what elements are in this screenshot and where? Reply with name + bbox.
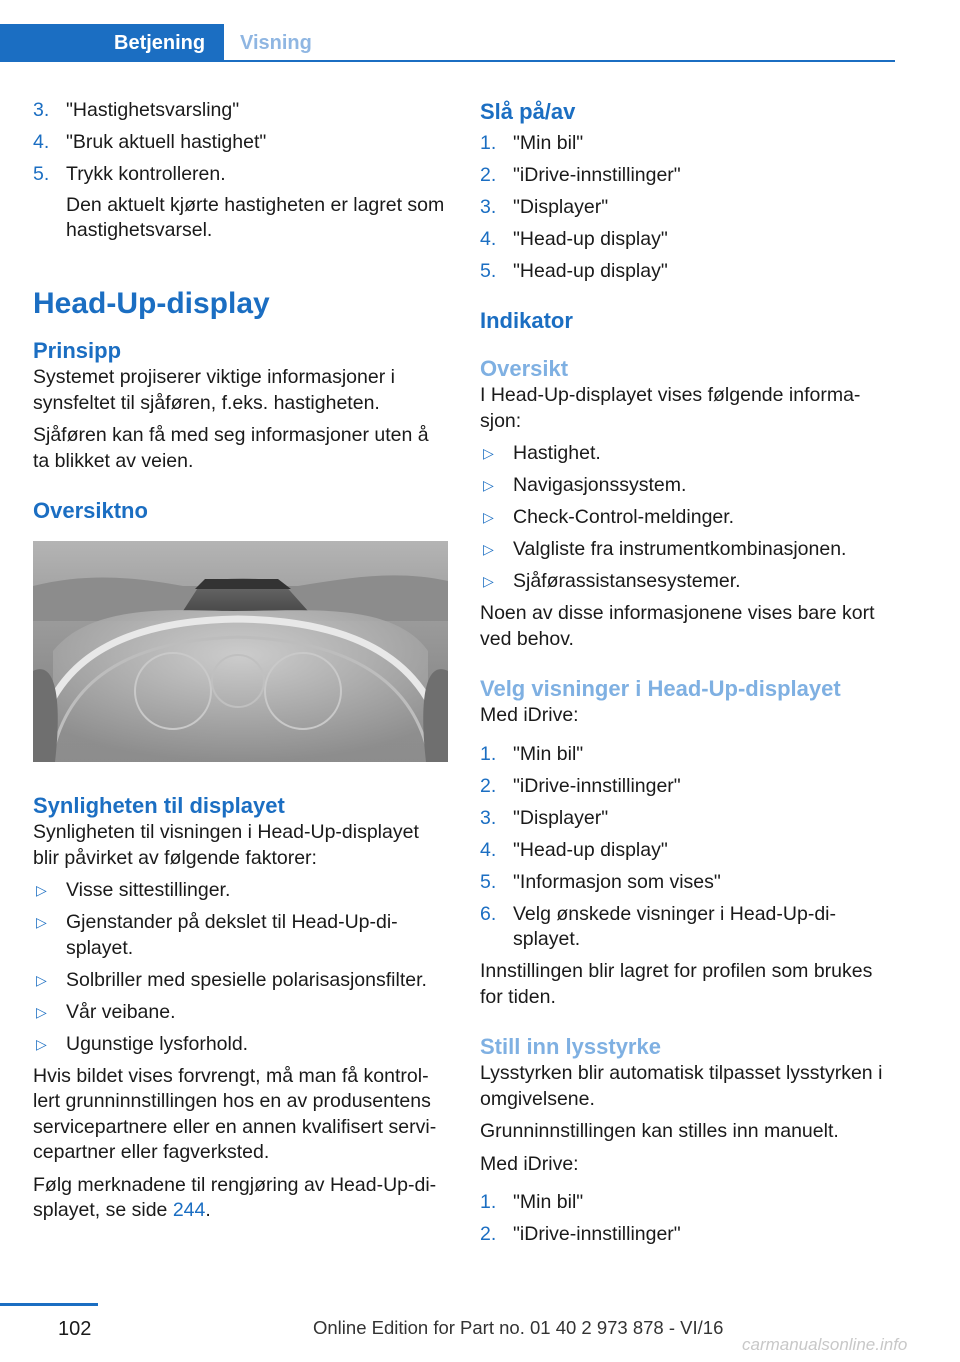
step-number: 5.: [33, 163, 50, 185]
list-item: [480, 806, 890, 832]
cleaning-text: Følg merknadene til rengjøring av Head-Up-displayet, se side: [33, 1173, 437, 1221]
bullet-marker: ▷: [483, 509, 494, 525]
bullet-marker: ▷: [36, 882, 47, 898]
step-text: "Displayer": [513, 196, 609, 218]
left-column: [33, 98, 449, 1231]
factor-text: Ugunstige lysforhold.: [66, 1032, 249, 1055]
step-number: 2.: [480, 1223, 497, 1245]
list-item: [480, 505, 890, 531]
visibility-factors-list: [33, 878, 449, 1057]
step-text: "Bruk aktuell hastighet": [66, 131, 267, 153]
list-item: [480, 902, 890, 953]
bullet-marker: ▷: [36, 1035, 47, 1052]
list-item: [480, 131, 890, 157]
info-paragraph: Noen av disse informasjonene vises bare kort ved behov.: [480, 602, 875, 650]
cleaning-text-end: .: [205, 1199, 211, 1221]
factor-text: Vår veibane.: [66, 1000, 176, 1023]
tab-betjening[interactable]: Betjening: [0, 24, 224, 60]
step-number: 4.: [33, 131, 50, 153]
info-text: Sjåførassistansesystemer.: [513, 570, 741, 592]
on-off-heading: Slå på/av: [480, 99, 576, 124]
step-text: "Informasjon som vises": [513, 870, 721, 893]
step-number: 1.: [480, 132, 497, 154]
page-reference-link[interactable]: 244: [172, 1199, 206, 1221]
step-text: "iDrive-innstillinger": [513, 1223, 681, 1245]
list-item: [33, 968, 449, 994]
step-text: "Head-up display": [513, 228, 668, 250]
page-number: 102: [58, 1318, 92, 1340]
list-item: [480, 1190, 890, 1216]
list-item: [480, 195, 890, 221]
footer-rule: [0, 1303, 98, 1306]
step-text: "Min bil": [513, 132, 584, 154]
info-text: Check-Control-meldinger.: [513, 506, 735, 528]
info-text: Valgliste fra instrumentkombinasjonen.: [513, 538, 847, 560]
list-item: [480, 1222, 890, 1248]
list-item: [33, 910, 449, 961]
bullet-marker: ▷: [483, 573, 494, 589]
principle-heading: Prinsipp: [33, 338, 122, 363]
overview-subheading: Oversikt: [480, 356, 569, 381]
step-number: 2.: [480, 774, 497, 797]
list-item: [480, 838, 890, 864]
step-number: 2.: [480, 164, 497, 186]
list-item: [33, 130, 449, 156]
brightness-heading: Still inn lysstyrke: [480, 1034, 661, 1059]
step-subtext: Den aktuelt kjørte hastigheten er lagret som hastighetsvarsel.: [66, 193, 445, 241]
distorted-image-paragraph: Hvis bildet vises forvrengt, må man få kontrollert grunninnstillingen hos en av produsentens servicepartnere eller en annen kvalifisert servicepartner eller fagverksted.: [33, 1064, 437, 1163]
watermark: carmanualsonline.info: [742, 1335, 908, 1354]
info-text: Navigasjonssystem.: [513, 474, 687, 496]
visibility-paragraph: Synligheten til visningen i Head-Up-displayet blir påvirket av følgende faktorer:: [33, 821, 419, 869]
select-views-heading: Velg visninger i Head-Up-displayet: [480, 676, 841, 701]
list-item: [480, 441, 890, 467]
step-number: 1.: [480, 742, 497, 765]
header-rule: [0, 60, 895, 62]
list-item: [480, 227, 890, 253]
list-item: [480, 473, 890, 499]
step-text: Trykk kontrolleren.: [66, 163, 226, 185]
overview-heading: Oversiktno: [33, 498, 148, 523]
brightness-paragraph-1: Lysstyrken blir automatisk tilpasset lysstyrken i omgivelsene.: [480, 1062, 883, 1110]
step-number: 6.: [480, 902, 497, 925]
list-item: [480, 870, 890, 896]
brightness-intro: Med iDrive:: [480, 1152, 579, 1175]
list-item: [33, 1000, 449, 1026]
step-number: 5.: [480, 260, 497, 282]
list-item: [480, 163, 890, 189]
edition-text: Online Edition for Part no. 01 40 2 973 878 - VI/16: [313, 1317, 724, 1338]
step-text: "iDrive-innstillinger": [513, 774, 681, 797]
section-title: Head-Up-display: [33, 287, 270, 320]
step-number: 5.: [480, 870, 497, 893]
head-up-display-photo: [33, 541, 448, 762]
factor-text: Gjenstander på dekslet til Head-Up-displayet.: [66, 911, 398, 959]
info-text: Hastighet.: [513, 442, 601, 464]
dashboard-illustration: [33, 541, 448, 762]
bullet-marker: ▷: [483, 541, 494, 557]
select-steps-list: [480, 742, 890, 953]
step-text: "Hastighetsvarsling": [66, 99, 240, 121]
page-header: [0, 24, 895, 62]
list-item: [33, 1032, 449, 1058]
list-item: [33, 98, 449, 124]
list-item: [33, 878, 449, 904]
list-item: [480, 537, 890, 563]
overview-paragraph: I Head-Up-displayet vises følgende informasjon:: [480, 384, 861, 432]
list-item: [33, 162, 449, 244]
cleaning-paragraph: [33, 1173, 449, 1224]
list-item: [480, 774, 890, 800]
brightness-paragraph-2: Grunninnstillingen kan stilles inn manuelt.: [480, 1120, 839, 1142]
principle-paragraph-2: Sjåføren kan få med seg informasjoner uten å ta blikket av veien.: [33, 424, 429, 472]
step-text: "iDrive-innstillinger": [513, 164, 681, 186]
step-text: "Head-up display": [513, 838, 668, 861]
bullet-marker: ▷: [36, 971, 47, 988]
step-text: Velg ønskede visninger i Head-Up-displayet.: [513, 902, 836, 950]
factor-text: Visse sittestillinger.: [66, 879, 231, 901]
step-number: 3.: [480, 196, 497, 218]
step-number: 4.: [480, 228, 497, 250]
brightness-steps-list: [480, 1190, 890, 1248]
on-off-steps-list: [480, 131, 890, 285]
step-text: "Min bil": [513, 742, 584, 765]
tab-visning[interactable]: Visning: [240, 32, 312, 54]
step-number: 3.: [480, 806, 497, 829]
step-text: "Head-up display": [513, 260, 668, 282]
select-paragraph: Innstillingen blir lagret for profilen som brukes for tiden.: [480, 960, 873, 1008]
select-intro: Med iDrive:: [480, 704, 579, 726]
bullet-marker: ▷: [36, 1003, 47, 1020]
list-item: [480, 569, 890, 595]
bullet-marker: ▷: [483, 477, 494, 493]
indicator-heading: Indikator: [480, 308, 573, 333]
step-text: "Displayer": [513, 806, 609, 829]
right-column: [480, 98, 890, 1254]
info-list: [480, 441, 890, 595]
steps-top-list: [33, 98, 449, 244]
bullet-marker: ▷: [36, 914, 47, 930]
step-number: 4.: [480, 838, 497, 861]
list-item: [480, 259, 890, 285]
bullet-marker: ▷: [483, 445, 494, 461]
step-text: "Min bil": [513, 1191, 584, 1213]
factor-text: Solbriller med spesielle polarisasjonsfilter.: [66, 968, 427, 991]
step-number: 1.: [480, 1191, 497, 1213]
visibility-heading: Synligheten til displayet: [33, 793, 285, 818]
principle-paragraph-1: Systemet projiserer viktige informasjoner i synsfeltet til sjåføren, f.eks. hastigheten.: [33, 366, 395, 414]
step-number: 3.: [33, 99, 50, 121]
list-item: [480, 742, 890, 768]
